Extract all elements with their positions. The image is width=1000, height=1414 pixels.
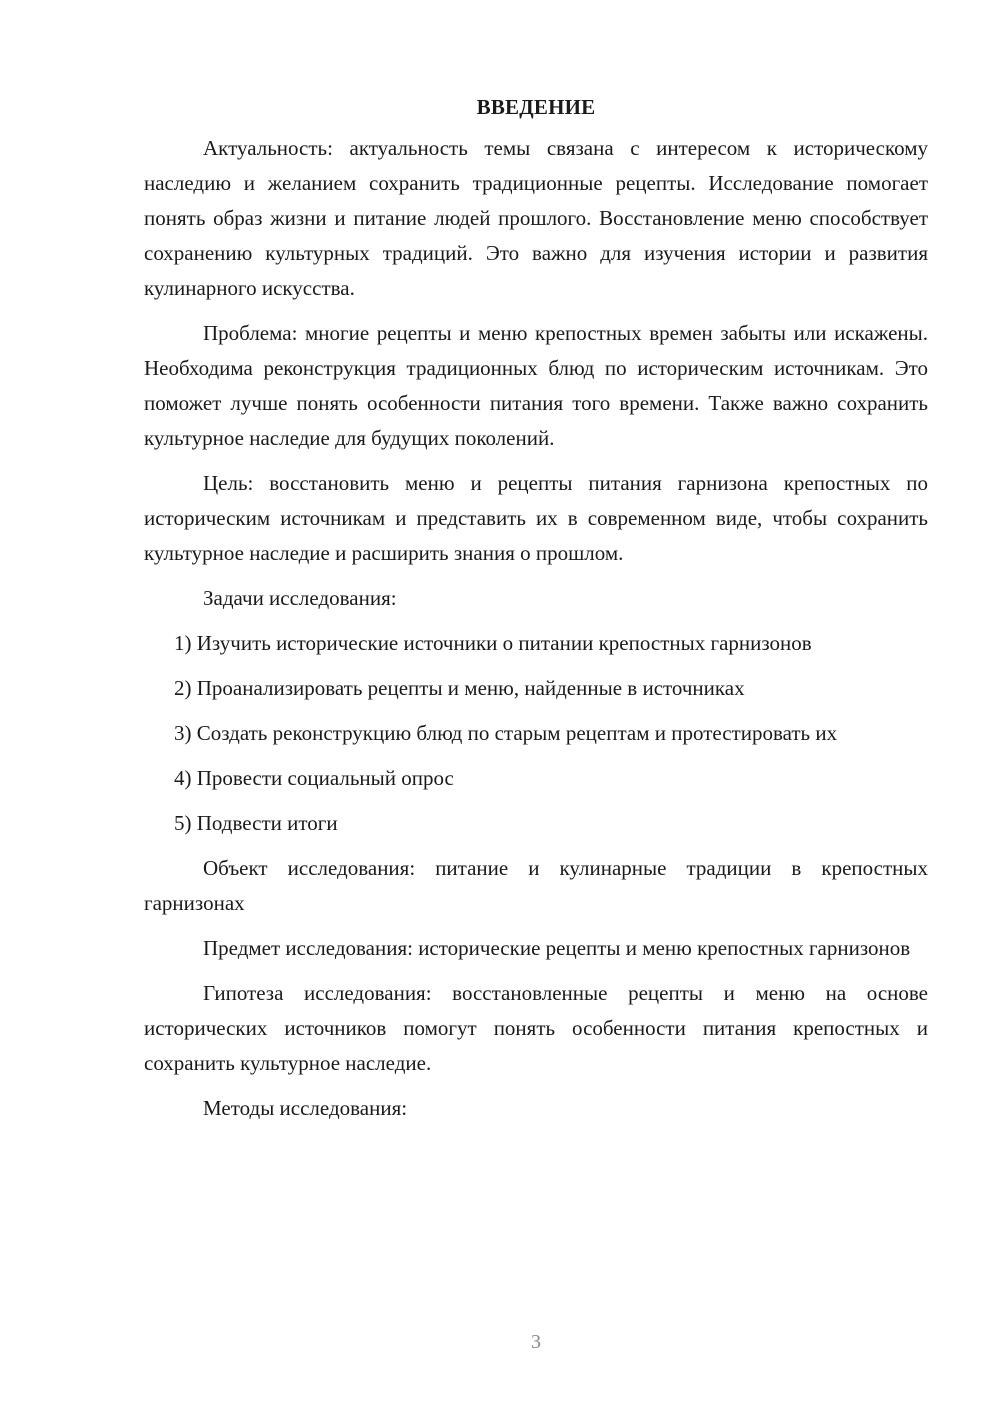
problem-paragraph: Проблема: многие рецепты и меню крепостных времен забыты или искажены. Необходима реконструкция традиционных блюд по историческим источникам. Это поможет лучше понять особенности питания того времени. Также важно сохранить культурное наследие для будущих поколений. [144, 321, 928, 450]
document-page [144, 90, 928, 1136]
goal-paragraph: Цель: восстановить меню и рецепты питания гарнизона крепостных по историческим источникам и представить их в современном виде, чтобы сохранить культурное наследие и расширить знания о прошлом. [144, 471, 928, 565]
relevance-paragraph: Актуальность: актуальность темы связана с интересом к историческому наследию и желанием сохранить традиционные рецепты. Исследование помогает понять образ жизни и питание людей прошлого. Восстановление меню способствует сохранению культурных традиций. Это важно для изучения истории и развития кулинарного искусства. [144, 136, 928, 300]
methods-label: Методы исследования: [203, 1096, 408, 1120]
task-item-2: 2) Проанализировать рецепты и меню, найденные в источниках [174, 676, 745, 700]
task-item-5: 5) Подвести итоги [174, 811, 338, 835]
object-paragraph: Объект исследования: питание и кулинарные традиции в крепостных гарнизонах [144, 856, 928, 915]
task-item-4: 4) Провести социальный опрос [174, 766, 454, 790]
hypothesis-paragraph: Гипотеза исследования: восстановленные рецепты и меню на основе исторических источников помогут понять особенности питания крепостных и сохранить культурное наследие. [144, 981, 928, 1075]
tasks-label: Задачи исследования: [203, 586, 397, 610]
task-item-1: 1) Изучить исторические источники о питании крепостных гарнизонов [174, 631, 812, 655]
section-title: ВВЕДЕНИЕ [476, 95, 596, 119]
task-item-3: 3) Создать реконструкцию блюд по старым рецептам и протестировать их [174, 721, 838, 745]
subject-paragraph: Предмет исследования: исторические рецепты и меню крепостных гарнизонов [203, 936, 911, 960]
page-number: 3 [531, 1331, 541, 1353]
